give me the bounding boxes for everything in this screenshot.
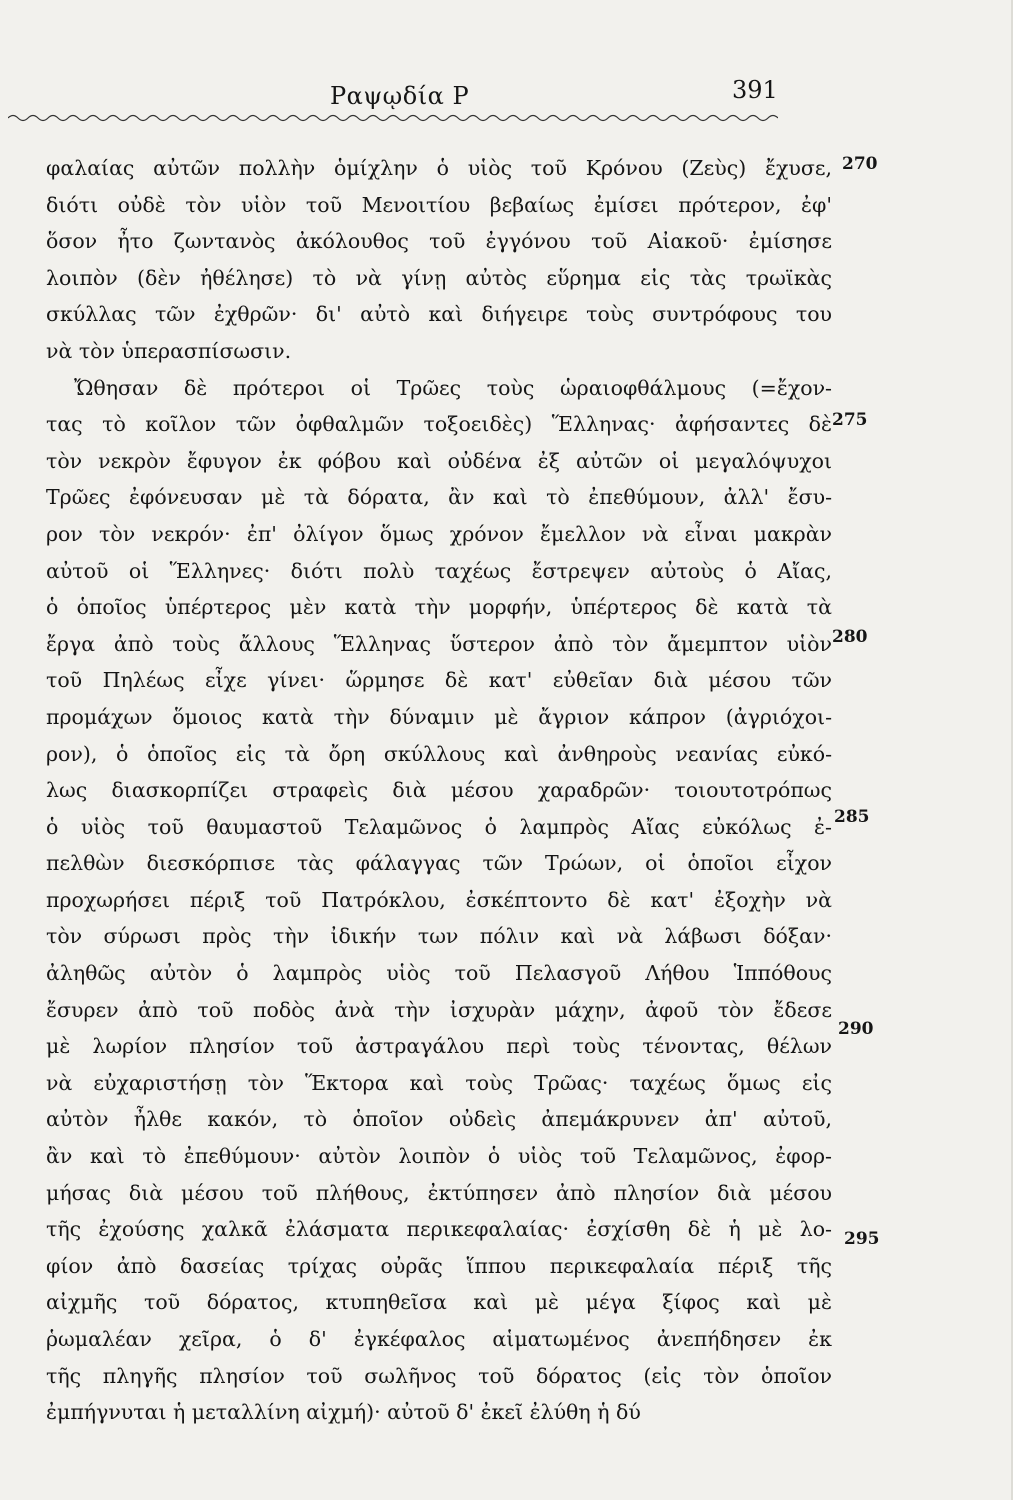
text-line: τῆς ἐχούσης χαλκᾶ ἐλάσματα περικεφαλαίας· ἐσχίσθη δὲ ἡ μὲ λο- [46,1217,832,1242]
text-line: αὐτοῦ οἱ Ἕλληνες· διότι πολὺ ταχέως ἔστρεψεν αὐτοὺς ὁ Αἴας, [46,558,832,583]
text-line: πελθὼν διεσκόρπισε τὰς φάλαγγας τῶν Τρώων, οἱ ὁποῖοι εἶχον [46,851,832,876]
text-line: ῥωμαλέαν χεῖρα, ὁ δ' ἐγκέφαλος αἱματωμένος ἀνεπήδησεν ἐκ [46,1327,832,1351]
verse-line-number: 295 [844,1229,880,1249]
text-line: νὰ εὐχαριστήσῃ τὸν Ἕκτορα καὶ τοὺς Τρῶας· ταχέως ὅμως εἰς [46,1070,832,1095]
decorative-wavy-rule [8,110,778,124]
text-line: ὁ ὁποῖος ὑπέρτερος μὲν κατὰ τὴν μορφήν, ὑπέρτερος δὲ κατὰ τὰ [46,595,832,620]
text-line: ρον τὸν νεκρόν· ἐπ' ὀλίγον ὅμως χρόνον ἔμελλον νὰ εἶναι μακρὰν [46,521,832,546]
text-line: τας τὸ κοῖλον τῶν ὀφθαλμῶν τοξοειδὲς) Ἕλληνας· ἀφήσαντες δὲ [46,412,832,437]
verse-line-number: 280 [832,627,868,647]
text-line: ρον), ὁ ὁποῖος εἰς τὰ ὄρη σκύλλους καὶ ἀνθηροὺς νεανίας εὐκό- [46,741,832,766]
text-line: φίον ἀπὸ δασείας τρίχας οὐρᾶς ἵππου περικεφαλαία πέριξ τῆς [46,1253,832,1278]
text-line: τὸν σύρωσι πρὸς τὴν ἰδικήν των πόλιν καὶ νὰ λάβωσι δόξαν· [46,924,832,949]
text-line: Ὤθησαν δὲ πρότεροι οἱ Τρῶες τοὺς ὡραιοφθάλμους (=ἔχον- [74,375,832,400]
page-number: 391 [732,76,778,104]
text-line: ὅσον ἦτο ζωντανὸς ἀκόλουθος τοῦ ἐγγόνου τοῦ Αἰακοῦ· ἐμίσησε [46,229,832,254]
text-line: προχωρήσει πέριξ τοῦ Πατρόκλου, ἐσκέπτοντο δὲ κατ' ἐξοχὴν νὰ [46,887,832,912]
verse-line-number: 270 [842,154,878,174]
text-line: σκύλλας τῶν ἐχθρῶν· δι' αὐτὸ καὶ διήγειρε τοὺς συντρόφους του [46,302,832,327]
text-line: ὁ υἱὸς τοῦ θαυμαστοῦ Τελαμῶνος ὁ λαμπρὸς Αἴας εὐκόλως ἐ- [46,814,832,839]
text-line: αἰχμῆς τοῦ δόρατος, κτυπηθεῖσα καὶ μὲ μέγα ξίφος καὶ μὲ [46,1290,832,1315]
text-line: λως διασκορπίζει στραφεὶς διὰ μέσου χαραδρῶν· τοιουτοτρόπως [46,778,832,803]
chapter-title: Ραψῳδία Ρ [330,82,470,110]
verse-line-number: 275 [832,410,868,430]
text-line: λοιπὸν (δὲν ἠθέλησε) τὸ νὰ γίνῃ αὐτὸς εὕρημα εἰς τὰς τρωϊκὰς [46,265,832,290]
text-line: Τρῶες ἐφόνευσαν μὲ τὰ δόρατα, ἂν καὶ τὸ ἐπεθύμουν, ἀλλ' ἔσυ- [46,485,832,510]
text-line: ἀληθῶς αὐτὸν ὁ λαμπρὸς υἱὸς τοῦ Πελασγοῦ Λήθου Ἱππόθους [46,961,832,986]
text-line: προμάχων ὅμοιος κατὰ τὴν δύναμιν μὲ ἄγριον κάπρον (ἀγριόχοι- [46,704,832,729]
text-line: φαλαίας αὐτῶν πολλὴν ὁμίχλην ὁ υἱὸς τοῦ Κρόνου (Ζεὺς) ἔχυσε, [46,156,832,180]
verse-line-number: 290 [838,1019,874,1039]
verse-line-number: 285 [834,807,870,827]
text-line: τῆς πληγῆς πλησίον τοῦ σωλῆνος τοῦ δόρατος (εἰς τὸν ὁποῖον [46,1363,832,1388]
text-line: αὐτὸν ἦλθε κακόν, τὸ ὁποῖον οὐδεὶς ἀπεμάκρυνεν ἀπ' αὐτοῦ, [46,1107,832,1132]
text-line: ἐμπήγνυται ἡ μεταλλίνη αἰχμή)· αὐτοῦ δ' ἐκεῖ ἐλύθη ἡ δύ [46,1400,641,1425]
text-line: ἂν καὶ τὸ ἐπεθύμουν· αὐτὸν λοιπὸν ὁ υἱὸς τοῦ Τελαμῶνος, ἐφορ- [46,1144,832,1169]
text-line: μήσας διὰ μέσου τοῦ πλήθους, ἐκτύπησεν ἀπὸ πλησίον διὰ μέσου [46,1180,832,1205]
text-line: νὰ τὸν ὑπερασπίσωσιν. [46,338,292,363]
text-line: διότι οὐδὲ τὸν υἱὸν τοῦ Μενοιτίου βεβαίως ἐμίσει πρότερον, ἐφ' [46,192,832,217]
text-line: ἔσυρεν ἀπὸ τοῦ ποδὸς ἀνὰ τὴν ἰσχυρὰν μάχην, ἀφοῦ τὸν ἔδεσε [46,997,832,1022]
body-text [46,150,832,1431]
text-line: τοῦ Πηλέως εἶχε γίνει· ὥρμησε δὲ κατ' εὐθεῖαν διὰ μέσου τῶν [46,668,832,693]
text-line: μὲ λωρίον πλησίον τοῦ ἀστραγάλου περὶ τοὺς τένοντας, θέλων [46,1034,832,1059]
text-line: ἔργα ἀπὸ τοὺς ἄλλους Ἕλληνας ὕστερον ἀπὸ τὸν ἄμεμπτον υἱὸν [46,631,832,656]
text-line: τὸν νεκρὸν ἔφυγον ἐκ φόβου καὶ οὐδένα ἐξ αὐτῶν οἱ μεγαλόψυχοι [46,448,832,473]
